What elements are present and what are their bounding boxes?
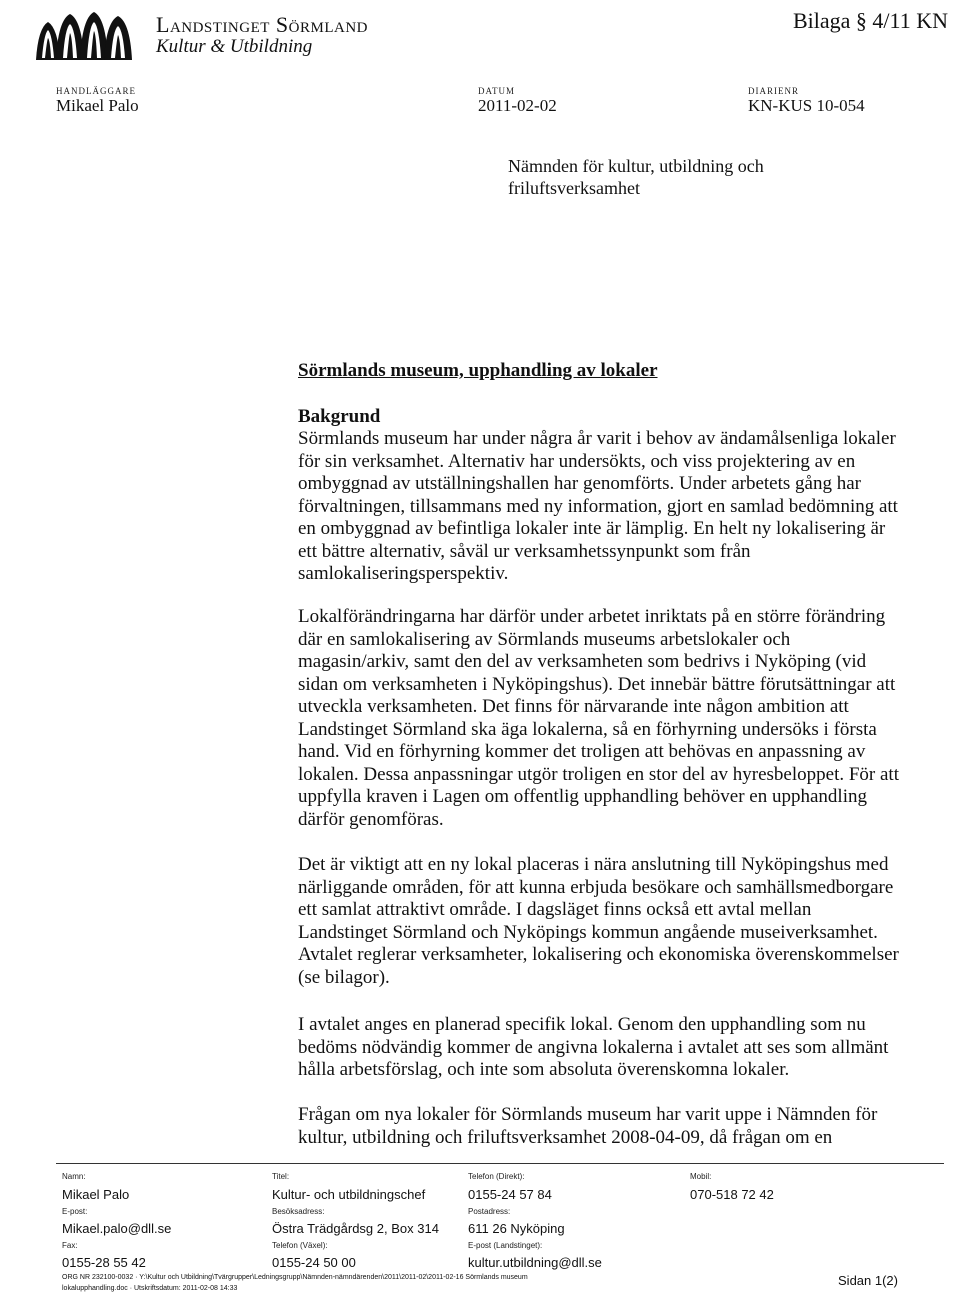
footer-file-line: lokalupphandling.doc · Utskriftsdatum: 2011-02-08 14:33	[62, 1285, 238, 1292]
paragraph-4: I avtalet anges en planerad specifik lokal. Genom den upphandling som nu bedöms nödvändig kommer de angivna lokalerna i avtalet att ses som allmänt hålla arbetsförslag, och inte som absoluta överenskomna lokaler.	[298, 1014, 889, 1080]
section-heading: Bakgrund	[298, 406, 381, 427]
org-logo	[32, 8, 136, 64]
footer-title-label: Titel:	[272, 1172, 290, 1181]
date-label: DATUM	[478, 86, 516, 96]
footer-direct: 0155-24 57 84	[468, 1187, 552, 1202]
crown-logo-icon	[32, 8, 136, 64]
footer-email: Mikael.palo@dll.se	[62, 1221, 172, 1236]
footer-name-label: Namn:	[62, 1172, 86, 1181]
recipient-line-1: Nämnden för kultur, utbildning och	[508, 156, 764, 176]
footer-switch: 0155-24 50 00	[272, 1255, 356, 1270]
footer-mobile-label: Mobil:	[690, 1172, 712, 1181]
footer-direct-label: Telefon (Direkt):	[468, 1172, 525, 1181]
footer-postal: 611 26 Nyköping	[468, 1221, 565, 1236]
footer-title: Kultur- och utbildningschef	[272, 1187, 426, 1202]
attachment-ref: Bilaga § 4/11 KN	[793, 8, 948, 33]
date-value: 2011-02-02	[478, 96, 557, 115]
footer-fax: 0155-28 55 42	[62, 1255, 146, 1270]
footer-name: Mikael Palo	[62, 1187, 130, 1202]
footer-visit: Östra Trädgårdsg 2, Box 314	[272, 1221, 439, 1236]
handler-label: HANDLÄGGARE	[56, 86, 136, 96]
paragraph-5: Frågan om nya lokaler för Sörmlands museum har varit uppe i Nämnden för kultur, utbildning och friluftsverksamhet 2008-04-09, då frågan om en	[298, 1104, 878, 1148]
recipient-line-2: friluftsverksamhet	[508, 178, 640, 198]
paragraph-2: Lokalförändringarna har därför under arbetet inriktats på en större förändring där en samlokalisering av Sörmlands museums arbetslokaler och magasin/arkiv, samt den del av verksamheten som bedrivs i Nyköping (vid sidan om verksamheten i Nyköpingshus). Det innebär bättre förutsättningar att utveckla verksamheten. Det finns för närvarande inte någon ambition att Landstinget Sörmland ska äga lokalerna, så en förhyrning undersöks i första hand. Vid en förhyrning kommer det troligen att behövas en anpassning av lokalen. Dessa anpassningar utgör troligen en stor del av hyresbeloppet. För att uppfylla kraven i Lagen om offentlig upphandling behöver en upphandling därför genomföras.	[298, 606, 899, 830]
department-name: Kultur & Utbildning	[156, 36, 313, 57]
footer-fax-label: Fax:	[62, 1241, 78, 1250]
handler-name: Mikael Palo	[56, 96, 139, 115]
footer-mobile: 070-518 72 42	[690, 1187, 774, 1202]
paragraph-3: Det är viktigt att en ny lokal placeras i nära anslutning till Nyköpingshus med närliggande områden, för att kunna erbjuda besökare och samhällsmedborgare ett samlat attraktivt område. I dagsläget finns också ett avtal mellan Landstinget Sörmland och Nyköpings kommun angående museiverksamhet. Avtalet reglerar verksamheter, lokalisering och ekonomiska överenskommelser (se bilagor).	[298, 854, 899, 988]
footer-postal-label: Postadress:	[468, 1207, 511, 1216]
footer-email-label: E-post:	[62, 1207, 88, 1216]
footer-visit-label: Besöksadress:	[272, 1207, 325, 1216]
footer-switch-label: Telefon (Växel):	[272, 1241, 328, 1250]
reg-number: KN-KUS 10-054	[748, 96, 865, 115]
org-name: Landstinget Sörmland	[156, 12, 368, 37]
footer-divider	[56, 1163, 944, 1164]
document-title: Sörmlands museum, upphandling av lokaler	[298, 360, 658, 381]
footer-email-org: kultur.utbildning@dll.se	[468, 1255, 602, 1270]
reg-label: DIARIENR	[748, 86, 799, 96]
footer-org-line: ORG NR 232100-0032 · Y:\Kultur och Utbildning\Tvärgrupper\Ledningsgrupp\Nämnden-nämndärenden\2011\2011-02\2011-02-16 Sörmlands museum	[62, 1274, 528, 1281]
footer-email-org-label: E-post (Landstinget):	[468, 1241, 543, 1250]
paragraph-1: Sörmlands museum har under några år varit i behov av ändamålsenliga lokaler för sin verksamhet. Alternativ har undersökts, och viss projektering av en ombyggnad av utställningshallen har genomförts. Under arbetets gång har förvaltningen, tillsammans med ny information, gjort en samlad bedömning att en ombyggnad av befintliga lokaler inte är lämplig. En helt ny lokalisering är ett bättre alternativ, såväl ur verksamhetssynpunkt som från samlokaliseringsperspektiv.	[298, 428, 898, 584]
page-number: Sidan 1(2)	[838, 1273, 898, 1288]
